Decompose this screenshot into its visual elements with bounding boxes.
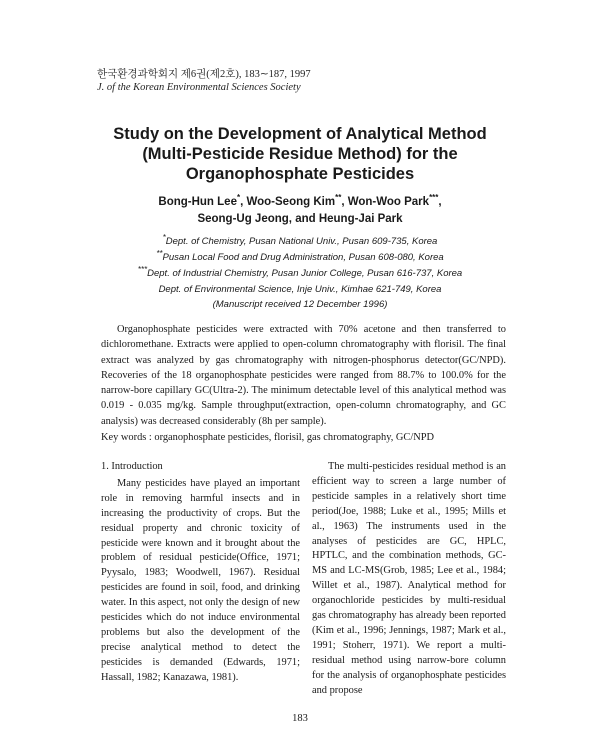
affiliation-mark: * (162, 232, 166, 242)
affiliation-1 (60, 234, 540, 250)
author-name: Woo-Seong Kim (246, 196, 336, 208)
affiliation-2 (60, 250, 540, 266)
body-paragraph: The multi-pesticides residual method is an efficient way to screen a large number of pesticide samples in a relatively short time period(Joe, 1988; Luke et al., 1995; Mills et al., 1963) The instruments used in the analyses of pesticides are GC, HPLC, HPTLC, and the combination methods, GC-MS and LC-MS(Grob, 1985; Lee et al., 1984; Willet et al., 1987). Analytical method for organochloride pesticides by multi-residual gas chromatography has already been reported (Kim et al., 1996; Jennings, 1987; Mark et al., 1991; Stoherr, 1971). We report a multi-residual method using narrow-bore column for the analysis of organophosphate pesticides and propose (312, 461, 506, 696)
manuscript-received-date: (Manuscript received 12 December 1996) (212, 299, 388, 310)
affiliation-text: Pusan Local Food and Drug Administration, Pusan 608-080, Korea (162, 252, 444, 263)
keywords: Key words : organophosphate pesticides, florisil, gas chromatography, GC/NPD (101, 432, 435, 443)
affiliation-4: Dept. of Environmental Science, Inje Univ., Kimhae 621-749, Korea (158, 284, 442, 295)
body-column-left (101, 460, 300, 686)
body-column-right (312, 460, 506, 699)
paper-title-line-3: Organophosphate Pesticides (185, 165, 415, 183)
affiliation-mark: ** (335, 193, 342, 203)
author-name: Bong-Hun Lee (158, 196, 237, 208)
page-number: 183 (292, 713, 308, 724)
author-list-line-2: Seong-Ug Jeong, and Heung-Jai Park (197, 213, 403, 225)
journal-citation-korean: 한국환경과학회지 제6권(제2호), 183∼187, 1997 (97, 69, 311, 80)
body-paragraph: Many pesticides have played an important role in removing harmful insects and in increasing the productivity of crops. But the residual property and chronic toxicity of pesticide were known and it brought about the problem of residual pesticide(Office, 1971; Pyysalo, 1983; Woodwell, 1967). Residual pesticides are found in soil, food, and drinking water. In this aspect, not only the design of new pesticides which do not induce environmental problems but also the development of the precise analytical method to detect the pesticides is demanded (Edwards, 1971; Hassall, 1982; Kanazawa, 1981). (101, 477, 300, 683)
affiliation-mark: *** (137, 264, 148, 274)
abstract-text: Organophosphate pesticides were extracted with 70% acetone and then transferred to dichloromethane. Extracts were applied to open-column chromatography with florisil. The final extract was analyzed by gas chromatography with nitrogen-phosphorus detector(GC/NPD). Recoveries of the 18 organophosphate pesticides were ranged from 88.7% to 100.0% for the narrow-bore capillary GC(Ultra-2). The minimum detectable level of this analytical method was 0.019 - 0.035 mg/kg. Sample throughput(extraction, open-column chromatography, and GC analysis) was decreased considerably (8h per sample). (101, 324, 506, 427)
affiliation-text: Dept. of Industrial Chemistry, Pusan Junior College, Pusan 616-737, Korea (147, 268, 463, 279)
affiliation-mark: *** (429, 193, 439, 203)
abstract (101, 322, 506, 429)
section-heading-introduction: 1. Introduction (101, 461, 163, 472)
author-name: Won-Woo Park (347, 196, 430, 208)
author-list-line-1: Bong-Hun Lee*, Woo-Seong Kim**, Won-Woo Park***, (158, 193, 442, 208)
paper-title-line-2: (Multi-Pesticide Residue Method) for the (142, 145, 458, 163)
journal-name-english: J. of the Korean Environmental Sciences Society (97, 82, 301, 93)
affiliation-mark: ** (156, 248, 163, 258)
paper-title-line-1: Study on the Development of Analytical Method (113, 125, 487, 143)
affiliation-3 (60, 266, 540, 282)
affiliation-text: Dept. of Chemistry, Pusan National Univ., Pusan 609-735, Korea (165, 236, 438, 247)
affiliation-mark: * (236, 193, 241, 203)
